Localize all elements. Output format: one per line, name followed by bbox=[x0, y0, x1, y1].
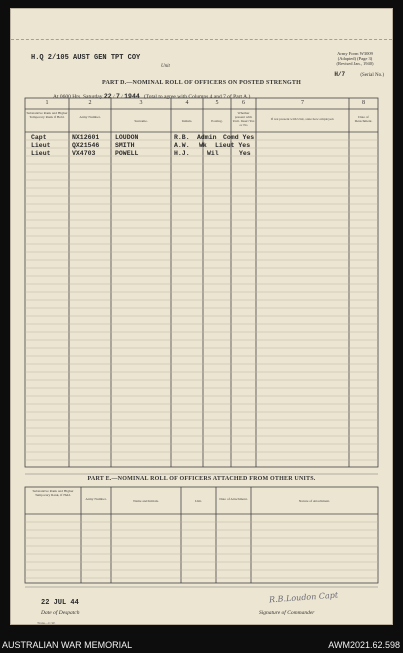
row-initials: H.J. bbox=[174, 150, 190, 157]
form-id-line2: (Adapted) (Page 3) bbox=[337, 56, 373, 61]
col-num-3: 3 bbox=[139, 100, 143, 106]
date-year: 1944 bbox=[124, 93, 140, 100]
row-present: Yes bbox=[239, 150, 251, 157]
e-header-attachment-date: Date of Attachment. bbox=[219, 497, 248, 501]
despatch-date: 22 JUL 44 bbox=[41, 599, 79, 607]
row-posting: Admin bbox=[197, 134, 217, 141]
form-page bbox=[10, 8, 393, 625]
e-header-army-number: Army Number. bbox=[85, 497, 107, 501]
col-header-army-number: Army Number. bbox=[79, 115, 101, 119]
row-present: Lieut Yes bbox=[215, 142, 251, 149]
commander-signature: R.B.Loudon Capt bbox=[268, 590, 339, 605]
row-rank: Lieut bbox=[31, 150, 51, 157]
at-prefix: At 0600 Hrs. Saturday bbox=[53, 94, 103, 100]
part-d-date-line: At 0600 Hrs. Saturday 22 / 7 / 1944 (Total to agree with Columns 4 and 7 of Part A.) bbox=[53, 93, 251, 100]
despatch-label: Date of Despatch bbox=[41, 610, 80, 616]
col-num-1: 1 bbox=[45, 100, 49, 106]
serial-label: (Serial No.) bbox=[360, 73, 384, 78]
col-num-8: 8 bbox=[362, 100, 365, 106]
serial-value: H/7 bbox=[334, 71, 346, 78]
part-e-title: PART E.—NOMINAL ROLL OF OFFICERS ATTACHED FROM OTHER UNITS. bbox=[87, 476, 316, 482]
row-surname: POWELL bbox=[115, 150, 139, 157]
col-header-present: Whether present with Unit. Insert Yes or No bbox=[232, 111, 255, 127]
e-header-attachment-nature: Nature of Attachment. bbox=[298, 499, 331, 503]
form-id-line3: (Revised Jan., 1940) bbox=[336, 61, 374, 66]
e-header-rank: Substantive Rank and Higher Temporary Rank, if Held. bbox=[32, 489, 74, 497]
row-surname: LOUDON bbox=[115, 134, 139, 141]
col-num-4: 4 bbox=[185, 100, 189, 106]
col-header-surname: Surname. bbox=[134, 119, 148, 123]
col-num-5: 5 bbox=[215, 100, 219, 106]
unit-value: H.Q 2/105 AUST GEN TPT COY bbox=[31, 54, 141, 62]
row-rank: Capt bbox=[31, 134, 47, 141]
row-posting: Wil bbox=[207, 150, 219, 157]
caption-institution: AUSTRALIAN WAR MEMORIAL bbox=[2, 640, 133, 650]
row-army-number: NX12601 bbox=[72, 134, 100, 141]
date-month: 7 bbox=[115, 93, 120, 100]
row-posting: Wk bbox=[199, 142, 207, 149]
col-header-employed: If not present with Unit, state how employed. bbox=[270, 117, 335, 121]
col-num-6: 6 bbox=[242, 100, 245, 106]
col-header-detachment-date: Date of Detachment. bbox=[354, 115, 373, 123]
row-initials: R.B. bbox=[174, 134, 190, 141]
col-header-rank: Substantive Rank and Higher Temporary Rank if Held. bbox=[26, 111, 68, 119]
col-num-2: 2 bbox=[88, 100, 92, 106]
row-present: Comd Yes bbox=[223, 134, 255, 141]
row-army-number: VX4703 bbox=[72, 150, 96, 157]
row-army-number: QX21546 bbox=[72, 142, 100, 149]
date-day: 22 bbox=[103, 93, 112, 100]
form-id-line1: Army Form W3009 bbox=[337, 51, 373, 56]
col-header-posting: Posting. bbox=[211, 119, 223, 123]
e-header-unit: Unit. bbox=[194, 499, 203, 503]
col-num-7: 7 bbox=[301, 100, 304, 106]
row-initials: A.W. bbox=[174, 142, 190, 149]
row-surname: SMITH bbox=[115, 142, 135, 149]
printer-note: Trans—C.W. bbox=[37, 621, 56, 625]
part-d-title: PART D.—NOMINAL ROLL OF OFFICERS ON POSTED STRENGTH bbox=[102, 80, 301, 86]
e-header-name: Name and Initials. bbox=[133, 499, 159, 503]
row-rank: Lieut bbox=[31, 142, 51, 149]
signature-label: Signature of Commander bbox=[259, 610, 315, 616]
caption-accession-number: AWM2021.62.598 bbox=[328, 640, 400, 650]
unit-label: Unit bbox=[161, 64, 170, 69]
at-suffix: (Total to agree with Columns 4 and 7 of Part A.) bbox=[143, 94, 251, 100]
col-header-initials: Initials. bbox=[181, 119, 193, 123]
